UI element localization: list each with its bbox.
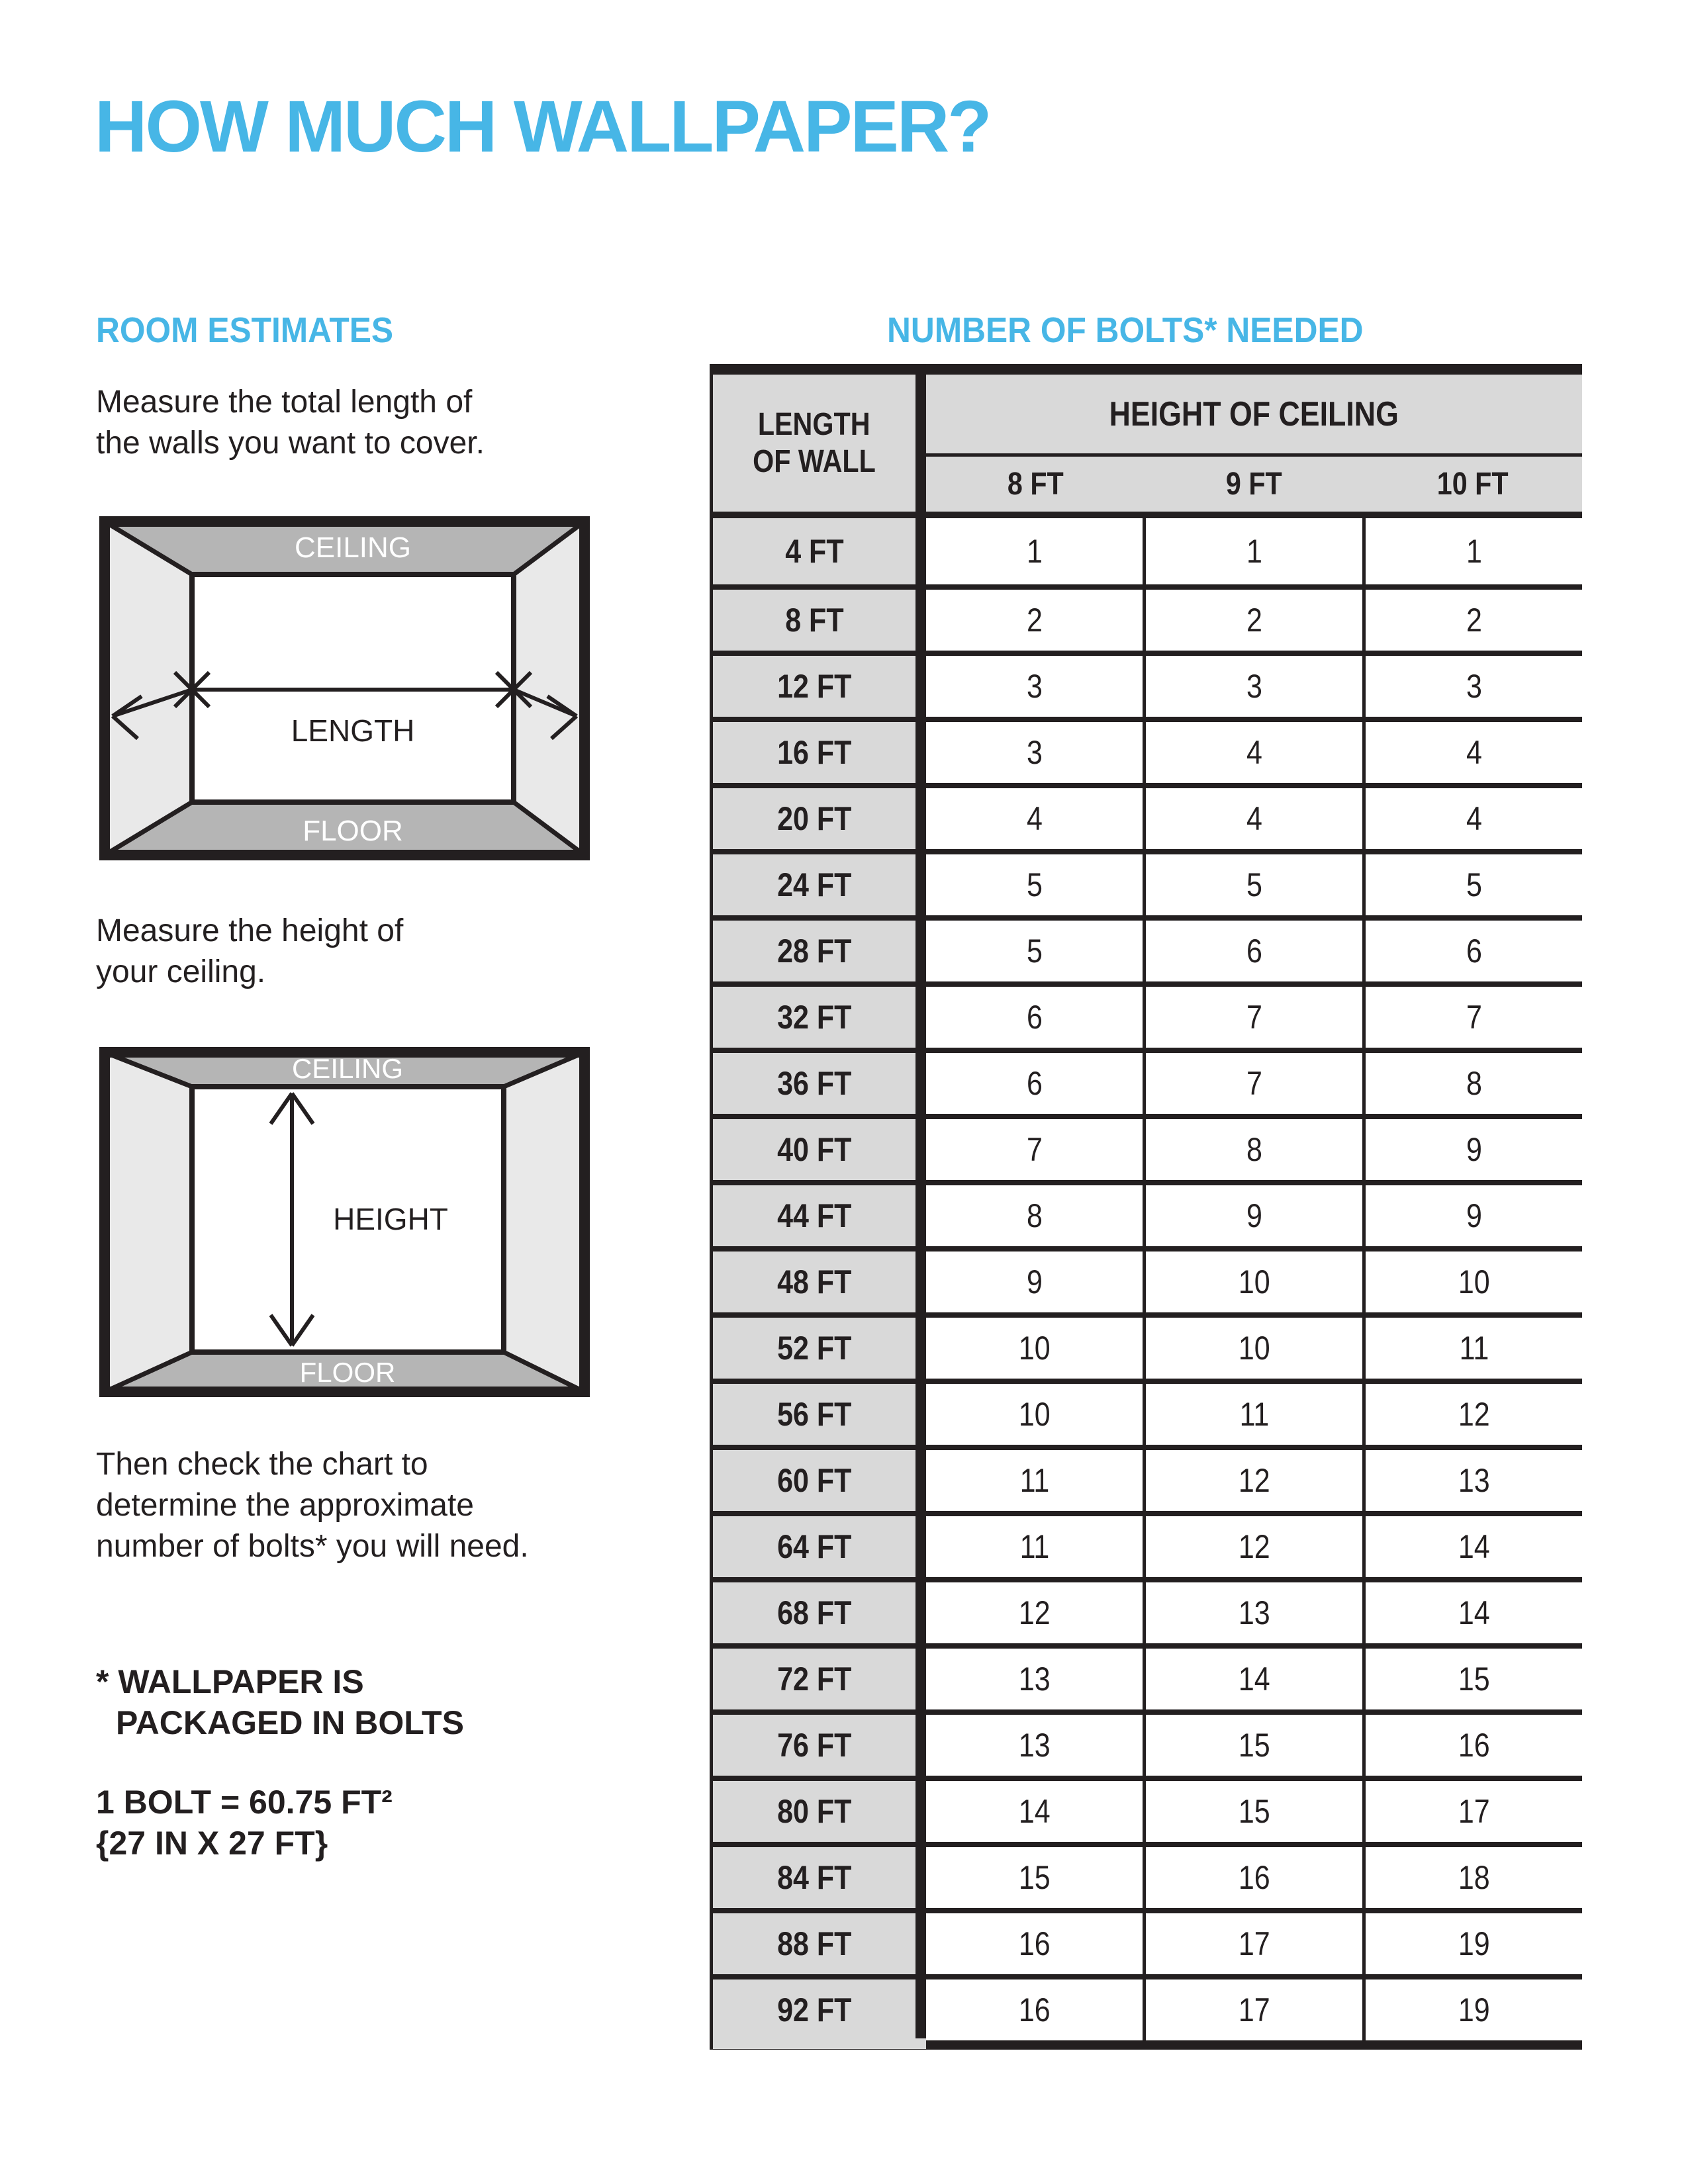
bolt-count-cell bbox=[1362, 1053, 1582, 1114]
bolt-count-value: 16 bbox=[1018, 1991, 1051, 2028]
column-header-length-of-wall bbox=[713, 375, 926, 512]
left-wall-plane bbox=[105, 1052, 192, 1392]
bolt-count-value: 4 bbox=[1026, 800, 1043, 837]
bolt-count-value: 11 bbox=[1019, 1528, 1049, 1565]
bolt-count-cell bbox=[1143, 1053, 1362, 1114]
row-label bbox=[713, 1251, 926, 1312]
table-heading bbox=[710, 310, 1582, 351]
row-label-text: 80 FT bbox=[776, 1793, 852, 1830]
bolt-count-cell bbox=[1362, 1251, 1582, 1312]
row-label bbox=[713, 854, 926, 915]
bolt-count-value: 6 bbox=[1466, 933, 1482, 970]
bolt-count-cell bbox=[926, 1781, 1143, 1842]
row-label bbox=[713, 518, 926, 584]
bolt-count-cell bbox=[926, 1450, 1143, 1511]
table-header bbox=[713, 375, 1582, 512]
bolt-count-cell bbox=[1362, 1119, 1582, 1180]
bolt-count-cell bbox=[1362, 590, 1582, 651]
bolt-count-cell bbox=[1143, 722, 1362, 783]
bolt-count-cell bbox=[926, 722, 1143, 783]
row-label-text: 76 FT bbox=[776, 1727, 852, 1764]
bolt-count-cell bbox=[1143, 1715, 1362, 1776]
bolt-count-value: 3 bbox=[1026, 734, 1043, 771]
bolt-count-value: 16 bbox=[1018, 1925, 1051, 1962]
row-label bbox=[713, 1979, 926, 2040]
bolt-count-cell bbox=[1143, 1185, 1362, 1246]
table-row bbox=[713, 1643, 1582, 1709]
bolt-count-cell bbox=[926, 1847, 1143, 1908]
bolts-table bbox=[710, 364, 1582, 2050]
bolt-count-cell bbox=[1362, 788, 1582, 849]
section-heading-room-estimates bbox=[96, 310, 419, 351]
header-line: LENGTH bbox=[758, 406, 870, 442]
bolt-count-cell bbox=[1362, 1913, 1582, 1974]
wallpaper-bolts-note bbox=[96, 1661, 464, 1743]
bolt-count-value: 8 bbox=[1026, 1197, 1043, 1234]
table-heading-text: NUMBER OF BOLTS* NEEDED bbox=[886, 310, 1364, 350]
row-label-text: 60 FT bbox=[776, 1462, 852, 1499]
floor-label: FLOOR bbox=[303, 815, 403, 847]
table-row bbox=[713, 584, 1582, 651]
bolt-count-value: 7 bbox=[1246, 1065, 1262, 1102]
ceiling-height-diagram bbox=[99, 1047, 590, 1397]
column-header-height-of-ceiling bbox=[926, 375, 1582, 457]
paragraph-line: the walls you want to cover. bbox=[96, 426, 485, 461]
bolt-count-value: 17 bbox=[1238, 1925, 1270, 1962]
bolt-count-cell bbox=[1362, 1847, 1582, 1908]
table-row bbox=[713, 1312, 1582, 1379]
bolt-count-cell bbox=[1362, 722, 1582, 783]
page-title: HOW MUCH WALLPAPER? bbox=[95, 86, 990, 167]
bolt-count-value: 14 bbox=[1458, 1528, 1490, 1565]
sub-header-row bbox=[926, 457, 1582, 512]
bolt-count-cell bbox=[1143, 1450, 1362, 1511]
header-text: HEIGHT OF CEILING bbox=[1109, 394, 1399, 433]
bolt-count-cell bbox=[1143, 656, 1362, 717]
row-label-text: 12 FT bbox=[776, 668, 852, 705]
ceiling-label: CEILING bbox=[294, 531, 412, 564]
bolt-count-value: 8 bbox=[1466, 1065, 1482, 1102]
row-label-text: 52 FT bbox=[776, 1330, 852, 1367]
right-wall-plane bbox=[504, 1052, 585, 1392]
bolt-count-cell bbox=[926, 518, 1143, 584]
bolt-count-cell bbox=[926, 987, 1143, 1048]
room-length-diagram bbox=[99, 516, 590, 860]
table-footer-gray-strip bbox=[713, 2038, 926, 2049]
bolt-count-value: 3 bbox=[1026, 668, 1043, 705]
bolt-count-value: 10 bbox=[1238, 1330, 1270, 1367]
bolt-count-cell bbox=[1362, 1516, 1582, 1577]
bolt-count-value: 12 bbox=[1018, 1594, 1051, 1631]
bolt-count-cell bbox=[926, 1384, 1143, 1445]
column-header-10ft bbox=[1364, 457, 1582, 512]
header-text: 9 FT bbox=[1226, 467, 1282, 502]
bolt-count-cell bbox=[926, 1053, 1143, 1114]
bolt-count-cell bbox=[926, 1913, 1143, 1974]
table-row bbox=[713, 1709, 1582, 1776]
table-row bbox=[713, 1511, 1582, 1577]
bolt-count-value: 19 bbox=[1458, 1991, 1490, 2028]
bolt-count-cell bbox=[1143, 1781, 1362, 1842]
bolt-count-cell bbox=[1143, 1979, 1362, 2040]
bolt-count-value: 15 bbox=[1458, 1661, 1490, 1698]
bolt-count-value: 15 bbox=[1018, 1859, 1051, 1896]
bolt-count-value: 17 bbox=[1458, 1793, 1490, 1830]
bolt-count-value: 19 bbox=[1458, 1925, 1490, 1962]
bolt-count-value: 9 bbox=[1466, 1131, 1482, 1168]
bolt-count-value: 6 bbox=[1026, 1065, 1043, 1102]
bolt-count-value: 17 bbox=[1238, 1991, 1270, 2028]
row-label-text: 64 FT bbox=[776, 1528, 852, 1565]
bolt-count-cell bbox=[1143, 1251, 1362, 1312]
row-label-text: 36 FT bbox=[776, 1065, 852, 1102]
table-row bbox=[713, 915, 1582, 981]
bolt-count-cell bbox=[926, 854, 1143, 915]
bolt-count-value: 10 bbox=[1018, 1330, 1051, 1367]
bolt-count-cell bbox=[1362, 987, 1582, 1048]
bolt-count-cell bbox=[1362, 1384, 1582, 1445]
row-label-text: 68 FT bbox=[776, 1594, 852, 1631]
paragraph-line: Measure the height of bbox=[96, 913, 404, 948]
bolt-count-cell bbox=[926, 1715, 1143, 1776]
bolt-count-value: 16 bbox=[1238, 1859, 1270, 1896]
table-row bbox=[713, 783, 1582, 849]
bolt-count-cell bbox=[1362, 656, 1582, 717]
row-label-text: 20 FT bbox=[776, 800, 852, 837]
bolt-count-value: 10 bbox=[1018, 1396, 1051, 1433]
bolt-count-value: 4 bbox=[1466, 734, 1482, 771]
table-row bbox=[713, 1908, 1582, 1974]
row-label bbox=[713, 1847, 926, 1908]
instruction-check-chart bbox=[96, 1444, 529, 1567]
row-label bbox=[713, 1715, 926, 1776]
bolt-count-cell bbox=[1143, 518, 1362, 584]
bolt-count-cell bbox=[1143, 1516, 1362, 1577]
bolt-count-value: 5 bbox=[1026, 933, 1043, 970]
bolt-count-value: 18 bbox=[1458, 1859, 1490, 1896]
bolt-count-cell bbox=[1362, 854, 1582, 915]
table-row bbox=[713, 1180, 1582, 1246]
bolt-count-value: 13 bbox=[1018, 1727, 1051, 1764]
table-row bbox=[713, 518, 1582, 584]
bolt-count-value: 9 bbox=[1466, 1197, 1482, 1234]
length-label: LENGTH bbox=[291, 713, 415, 748]
paragraph-line: Then check the chart to bbox=[96, 1447, 428, 1482]
bolt-count-cell bbox=[1362, 1318, 1582, 1379]
paragraph-line: number of bolts* you will need. bbox=[96, 1529, 529, 1564]
bolt-count-cell bbox=[1143, 590, 1362, 651]
bolt-count-cell bbox=[926, 590, 1143, 651]
row-label bbox=[713, 1450, 926, 1511]
bolt-count-cell bbox=[926, 1318, 1143, 1379]
table-row bbox=[713, 981, 1582, 1048]
row-label bbox=[713, 1384, 926, 1445]
row-label-text: 16 FT bbox=[776, 734, 852, 771]
row-label-text: 44 FT bbox=[776, 1197, 852, 1234]
bolt-count-value: 2 bbox=[1026, 602, 1043, 639]
bolt-count-cell bbox=[1143, 1582, 1362, 1643]
table-row bbox=[713, 651, 1582, 717]
header-text: 10 FT bbox=[1436, 467, 1509, 502]
row-label-text: 88 FT bbox=[776, 1925, 852, 1962]
instruction-measure-height bbox=[96, 911, 403, 993]
bolt-count-value: 10 bbox=[1458, 1263, 1490, 1300]
bolt-count-cell bbox=[926, 1582, 1143, 1643]
bolt-count-value: 8 bbox=[1246, 1131, 1262, 1168]
paragraph-line: Measure the total length of bbox=[96, 385, 473, 420]
bolt-count-value: 15 bbox=[1238, 1793, 1270, 1830]
bolt-count-cell bbox=[1362, 1649, 1582, 1709]
table-row bbox=[713, 1379, 1582, 1445]
row-label bbox=[713, 1318, 926, 1379]
bolt-count-cell bbox=[1362, 1979, 1582, 2040]
bolt-count-value: 14 bbox=[1238, 1661, 1270, 1698]
bolt-count-value: 2 bbox=[1466, 602, 1482, 639]
bolt-count-value: 5 bbox=[1026, 866, 1043, 903]
bolt-count-value: 4 bbox=[1466, 800, 1482, 837]
bolt-count-value: 7 bbox=[1026, 1131, 1043, 1168]
row-label bbox=[713, 1913, 926, 1974]
bolt-count-value: 14 bbox=[1018, 1793, 1051, 1830]
bolt-count-value: 9 bbox=[1026, 1263, 1043, 1300]
bolt-count-cell bbox=[1362, 1185, 1582, 1246]
row-label bbox=[713, 1582, 926, 1643]
row-label bbox=[713, 987, 926, 1048]
bolt-count-cell bbox=[1143, 1847, 1362, 1908]
bolt-count-cell bbox=[926, 656, 1143, 717]
row-label-text: 48 FT bbox=[776, 1263, 852, 1300]
table-row bbox=[713, 1974, 1582, 2040]
row-label bbox=[713, 722, 926, 783]
bolt-info-line: {27 IN X 27 FT} bbox=[96, 1825, 328, 1862]
table-row bbox=[713, 1577, 1582, 1643]
height-label: HEIGHT bbox=[333, 1202, 448, 1236]
bolt-count-cell bbox=[926, 1649, 1143, 1709]
floor-label: FLOOR bbox=[299, 1357, 396, 1388]
bolt-count-value: 12 bbox=[1458, 1396, 1490, 1433]
table-row bbox=[713, 717, 1582, 783]
bolt-count-value: 7 bbox=[1246, 999, 1262, 1036]
row-label bbox=[713, 1119, 926, 1180]
table-row bbox=[713, 1445, 1582, 1511]
row-label bbox=[713, 1516, 926, 1577]
column-header-8ft bbox=[926, 457, 1145, 512]
note-line: PACKAGED IN BOLTS bbox=[116, 1704, 464, 1741]
row-label-text: 8 FT bbox=[784, 602, 844, 639]
bolt-count-value: 15 bbox=[1238, 1727, 1270, 1764]
bolt-count-value: 7 bbox=[1466, 999, 1482, 1036]
header-line: OF WALL bbox=[753, 443, 876, 479]
bolt-count-value: 9 bbox=[1246, 1197, 1262, 1234]
bolt-count-value: 11 bbox=[1459, 1330, 1489, 1367]
bolt-count-value: 4 bbox=[1246, 800, 1262, 837]
header-text: 8 FT bbox=[1007, 467, 1064, 502]
bolt-count-cell bbox=[1143, 987, 1362, 1048]
bolt-count-cell bbox=[1362, 1450, 1582, 1511]
row-label bbox=[713, 921, 926, 981]
bolt-count-value: 6 bbox=[1246, 933, 1262, 970]
bolt-count-cell bbox=[1362, 1781, 1582, 1842]
bolt-count-cell bbox=[1143, 788, 1362, 849]
row-label-text: 84 FT bbox=[776, 1859, 852, 1896]
bolt-count-cell bbox=[1362, 1715, 1582, 1776]
bolt-count-value: 13 bbox=[1018, 1661, 1051, 1698]
bolt-count-cell bbox=[926, 921, 1143, 981]
bolt-count-value: 3 bbox=[1246, 668, 1262, 705]
bolt-count-value: 12 bbox=[1238, 1528, 1270, 1565]
row-label bbox=[713, 1053, 926, 1114]
bolt-count-value: 10 bbox=[1238, 1263, 1270, 1300]
bolt-count-cell bbox=[926, 1119, 1143, 1180]
note-line: * WALLPAPER IS bbox=[96, 1663, 364, 1700]
bolt-count-cell bbox=[1362, 921, 1582, 981]
bolt-count-value: 3 bbox=[1466, 668, 1482, 705]
bolt-count-value: 4 bbox=[1246, 734, 1262, 771]
bolt-count-value: 5 bbox=[1246, 866, 1262, 903]
bolt-count-value: 14 bbox=[1458, 1594, 1490, 1631]
bolt-count-value: 5 bbox=[1466, 866, 1482, 903]
bolt-count-cell bbox=[1143, 1384, 1362, 1445]
table-row bbox=[713, 1842, 1582, 1908]
bolt-count-cell bbox=[1362, 1582, 1582, 1643]
bolt-count-value: 12 bbox=[1238, 1462, 1270, 1499]
bolt-count-value: 13 bbox=[1458, 1462, 1490, 1499]
ceiling-label: CEILING bbox=[291, 1053, 404, 1084]
row-label-text: 72 FT bbox=[776, 1661, 852, 1698]
bolt-count-value: 16 bbox=[1458, 1727, 1490, 1764]
row-label-text: 4 FT bbox=[784, 533, 844, 570]
row-label bbox=[713, 1781, 926, 1842]
bolt-count-value: 11 bbox=[1019, 1462, 1049, 1499]
bolt-count-cell bbox=[926, 788, 1143, 849]
row-label-text: 28 FT bbox=[776, 933, 852, 970]
row-label bbox=[713, 788, 926, 849]
bolt-count-value: 1 bbox=[1466, 533, 1482, 570]
bolt-count-cell bbox=[1143, 1119, 1362, 1180]
bolt-info-line: 1 BOLT = 60.75 FT² bbox=[96, 1784, 393, 1821]
bolt-count-cell bbox=[1143, 1649, 1362, 1709]
row-label-text: 24 FT bbox=[776, 866, 852, 903]
instruction-measure-length bbox=[96, 382, 485, 464]
paragraph-line: your ceiling. bbox=[96, 954, 266, 989]
bolt-count-cell bbox=[926, 1516, 1143, 1577]
table-row bbox=[713, 849, 1582, 915]
bolt-count-cell bbox=[926, 1251, 1143, 1312]
column-header-9ft bbox=[1145, 457, 1363, 512]
bolt-count-value: 1 bbox=[1246, 533, 1262, 570]
bolt-count-value: 13 bbox=[1238, 1594, 1270, 1631]
bolt-count-value: 1 bbox=[1026, 533, 1043, 570]
table-row bbox=[713, 1114, 1582, 1180]
row-label-text: 32 FT bbox=[776, 999, 852, 1036]
row-label-text: 40 FT bbox=[776, 1131, 852, 1168]
bolt-count-cell bbox=[926, 1185, 1143, 1246]
bolt-count-value: 11 bbox=[1239, 1396, 1269, 1433]
bolt-count-cell bbox=[1143, 854, 1362, 915]
row-label bbox=[713, 1185, 926, 1246]
bolt-count-cell bbox=[1143, 1913, 1362, 1974]
row-label bbox=[713, 590, 926, 651]
paragraph-line: determine the approximate bbox=[96, 1488, 474, 1523]
column-header-height-group bbox=[926, 375, 1582, 512]
left-wall-plane bbox=[105, 522, 192, 855]
bolt-count-value: 6 bbox=[1026, 999, 1043, 1036]
bolt-count-cell bbox=[926, 1979, 1143, 2040]
bolt-count-cell bbox=[1143, 921, 1362, 981]
row-label-text: 56 FT bbox=[776, 1396, 852, 1433]
row-label bbox=[713, 1649, 926, 1709]
row-label bbox=[713, 656, 926, 717]
table-row bbox=[713, 1246, 1582, 1312]
bolt-count-value: 2 bbox=[1246, 602, 1262, 639]
table-row bbox=[713, 1776, 1582, 1842]
table-body bbox=[713, 512, 1582, 2040]
bolt-size-info bbox=[96, 1782, 393, 1864]
bolt-count-cell bbox=[1143, 1318, 1362, 1379]
table-row bbox=[713, 1048, 1582, 1114]
right-wall-plane bbox=[514, 522, 585, 855]
row-label-text: 92 FT bbox=[776, 1991, 852, 2028]
bolt-count-cell bbox=[1362, 518, 1582, 584]
section-heading-text: ROOM ESTIMATES bbox=[96, 310, 393, 350]
